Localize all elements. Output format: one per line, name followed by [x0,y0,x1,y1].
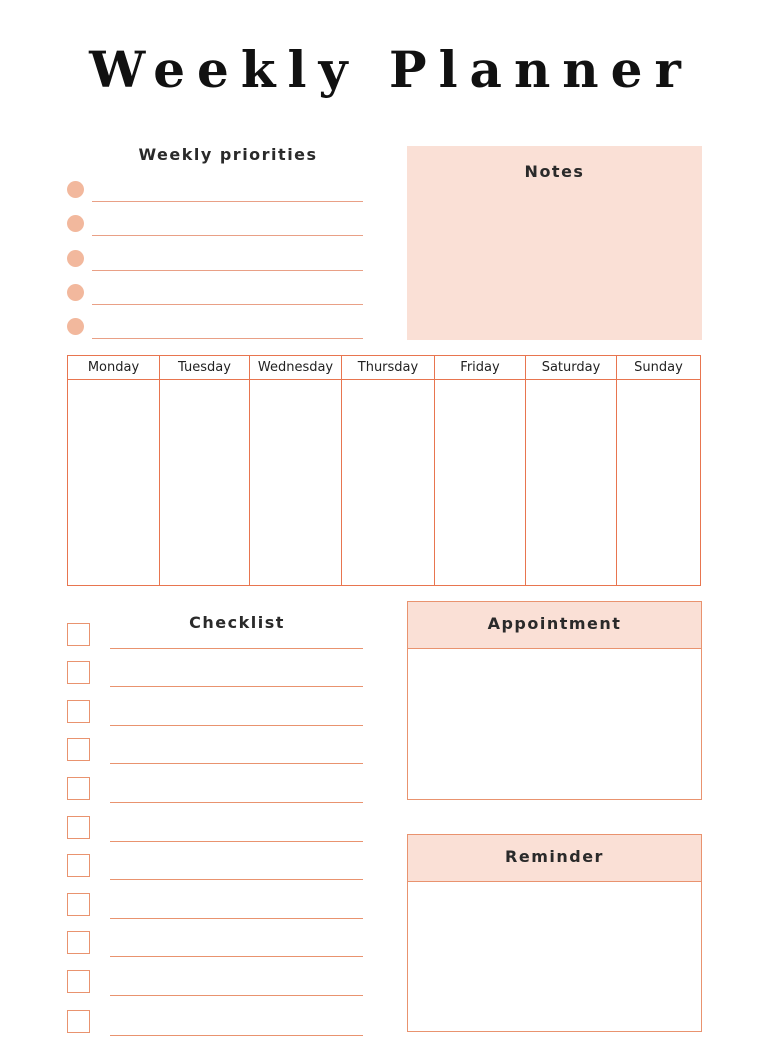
priority-line[interactable] [92,270,363,271]
day-header: Sunday [617,356,700,380]
checklist-line[interactable] [110,879,363,880]
checklist-line[interactable] [110,918,363,919]
day-header: Monday [68,356,159,380]
page-title: Weekly Planner [89,40,693,99]
priority-line[interactable] [92,235,363,236]
checklist-checkbox[interactable] [67,893,90,916]
day-column-wednesday[interactable] [250,356,342,585]
checklist-line[interactable] [110,725,363,726]
checklist-checkbox[interactable] [67,816,90,839]
checklist-line[interactable] [110,802,363,803]
checklist-checkbox[interactable] [67,700,90,723]
checklist-line[interactable] [110,686,363,687]
appointment-heading: Appointment [408,602,701,649]
week-grid [67,355,701,586]
day-header: Tuesday [160,356,249,380]
day-column-saturday[interactable] [526,356,617,585]
priority-line[interactable] [92,304,363,305]
reminder-heading: Reminder [408,835,701,882]
checklist-checkbox[interactable] [67,931,90,954]
priorities-heading: Weekly priorities [138,145,318,164]
bullet-dot-icon [67,181,84,198]
notes-box[interactable] [407,146,702,340]
reminder-panel[interactable] [407,834,702,1032]
day-header: Wednesday [250,356,341,380]
checklist-checkbox[interactable] [67,777,90,800]
checklist-line[interactable] [110,648,363,649]
day-header: Friday [435,356,525,380]
checklist-checkbox[interactable] [67,854,90,877]
checklist-checkbox[interactable] [67,970,90,993]
bullet-dot-icon [67,318,84,335]
day-column-friday[interactable] [435,356,526,585]
bullet-dot-icon [67,284,84,301]
checklist-heading: Checklist [189,613,285,632]
day-header: Saturday [526,356,616,380]
checklist-checkbox[interactable] [67,738,90,761]
bullet-dot-icon [67,215,84,232]
checklist-line[interactable] [110,841,363,842]
checklist-line[interactable] [110,763,363,764]
bullet-dot-icon [67,250,84,267]
notes-heading: Notes [524,162,585,181]
day-column-thursday[interactable] [342,356,435,585]
day-column-tuesday[interactable] [160,356,250,585]
checklist-checkbox[interactable] [67,661,90,684]
checklist-checkbox[interactable] [67,623,90,646]
priority-line[interactable] [92,338,363,339]
checklist-line[interactable] [110,995,363,996]
checklist-line[interactable] [110,956,363,957]
checklist-line[interactable] [110,1035,363,1036]
day-column-sunday[interactable] [617,356,700,585]
appointment-panel[interactable] [407,601,702,800]
day-column-monday[interactable] [68,356,160,585]
day-header: Thursday [342,356,434,380]
checklist-checkbox[interactable] [67,1010,90,1033]
priority-line[interactable] [92,201,363,202]
